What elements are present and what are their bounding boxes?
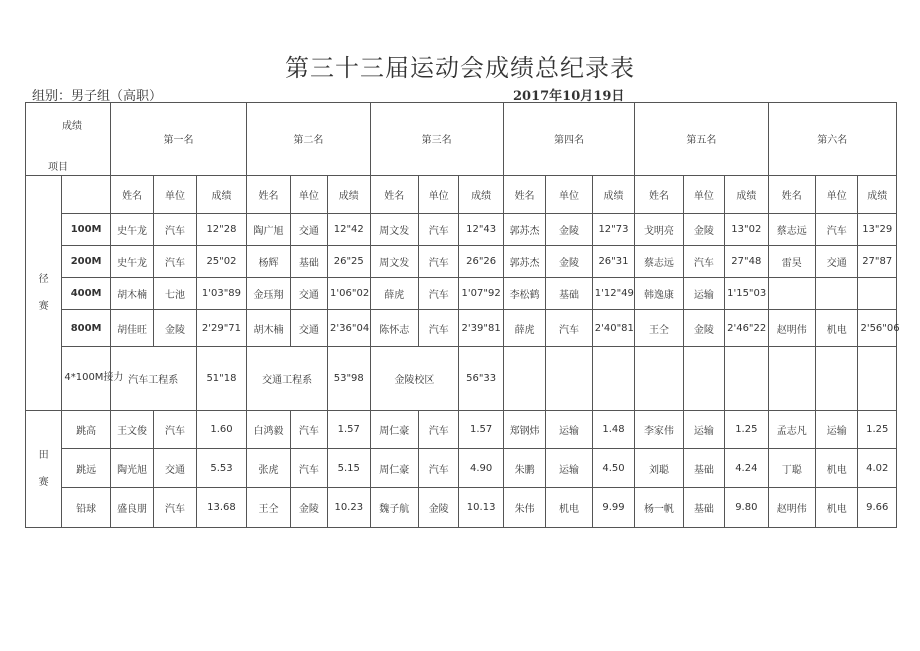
athlete-score: 27"87 bbox=[858, 245, 897, 277]
athlete-unit: 基础 bbox=[683, 487, 724, 527]
athlete-name: 史午龙 bbox=[110, 213, 153, 245]
athlete-score: 2'46"22 bbox=[725, 310, 768, 346]
corner-event-label: 项目 bbox=[48, 161, 68, 173]
athlete-unit: 汽车 bbox=[418, 213, 458, 245]
athlete-name: 孟志凡 bbox=[768, 411, 815, 449]
empty-cell bbox=[768, 346, 815, 410]
athlete-score: 13"02 bbox=[725, 213, 768, 245]
athlete-score: 4.50 bbox=[592, 449, 634, 487]
sub-header-name: 姓名 bbox=[503, 175, 545, 213]
athlete-score: 12"28 bbox=[196, 213, 247, 245]
athlete-score: 2'40"81 bbox=[592, 310, 634, 346]
athlete-score: 1.57 bbox=[328, 411, 370, 449]
athlete-name: 张虎 bbox=[247, 449, 290, 487]
empty-cell bbox=[62, 175, 110, 213]
relay-team: 交通工程系 bbox=[247, 346, 328, 410]
sub-header-name: 姓名 bbox=[635, 175, 683, 213]
sub-header-score: 成绩 bbox=[858, 175, 897, 213]
athlete-unit: 机电 bbox=[816, 310, 858, 346]
athlete-name: 胡木楠 bbox=[247, 310, 290, 346]
table-row bbox=[26, 346, 897, 410]
athlete-unit: 机电 bbox=[546, 487, 592, 527]
athlete-name: 雷昊 bbox=[768, 245, 815, 277]
athlete-unit: 七池 bbox=[154, 278, 196, 310]
athlete-unit: 运输 bbox=[546, 411, 592, 449]
athlete-unit: 交通 bbox=[816, 245, 858, 277]
athlete-name: 周文发 bbox=[370, 245, 418, 277]
athlete-unit: 金陵 bbox=[290, 487, 327, 527]
relay-score: 53"98 bbox=[328, 346, 370, 410]
athlete-name: 周仁豪 bbox=[370, 449, 418, 487]
athlete-unit: 金陵 bbox=[683, 310, 724, 346]
athlete-unit: 交通 bbox=[154, 449, 196, 487]
sub-header-score: 成绩 bbox=[196, 175, 247, 213]
athlete-unit: 汽车 bbox=[418, 449, 458, 487]
athlete-name: 金珏翔 bbox=[247, 278, 290, 310]
athlete-unit: 汽车 bbox=[154, 487, 196, 527]
athlete-unit: 基础 bbox=[683, 449, 724, 487]
relay-team: 汽车工程系 bbox=[110, 346, 196, 410]
athlete-name: 李松鹤 bbox=[503, 278, 545, 310]
athlete-name: 胡佳旺 bbox=[110, 310, 153, 346]
relay-score: 51"18 bbox=[196, 346, 247, 410]
athlete-score: 13.68 bbox=[196, 487, 247, 527]
table-row bbox=[26, 213, 897, 245]
table-row bbox=[26, 411, 897, 449]
table-row bbox=[26, 487, 897, 527]
athlete-score: 2'39"81 bbox=[459, 310, 503, 346]
event-label: 跳高 bbox=[62, 411, 110, 449]
athlete-name: 薛虎 bbox=[503, 310, 545, 346]
athlete-unit: 基础 bbox=[546, 278, 592, 310]
athlete-name: 周文发 bbox=[370, 213, 418, 245]
sub-header-name: 姓名 bbox=[247, 175, 290, 213]
group-label: 组别：男子组（高职） bbox=[32, 89, 163, 104]
sub-header-unit: 单位 bbox=[154, 175, 196, 213]
empty-cell bbox=[858, 346, 897, 410]
athlete-name: 赵明伟 bbox=[768, 310, 815, 346]
athlete-name: 郭苏杰 bbox=[503, 213, 545, 245]
athlete-score: 4.02 bbox=[858, 449, 897, 487]
empty-cell bbox=[725, 346, 768, 410]
athlete-name: 刘聪 bbox=[635, 449, 683, 487]
sub-header-unit: 单位 bbox=[816, 175, 858, 213]
athlete-name: 朱鹏 bbox=[503, 449, 545, 487]
rank-header-3: 第三名 bbox=[370, 103, 503, 176]
rank-header-4: 第四名 bbox=[503, 103, 634, 176]
athlete-score: 1.57 bbox=[459, 411, 503, 449]
category-track-cell: 径 赛 bbox=[26, 175, 62, 411]
athlete-unit: 基础 bbox=[290, 245, 327, 277]
empty-cell bbox=[503, 346, 545, 410]
athlete-score: 1.25 bbox=[725, 411, 768, 449]
athlete-name: 胡木楠 bbox=[110, 278, 153, 310]
athlete-unit: 机电 bbox=[816, 487, 858, 527]
table-row bbox=[26, 278, 897, 310]
athlete-name: 丁聪 bbox=[768, 449, 815, 487]
athlete-name: 薛虎 bbox=[370, 278, 418, 310]
athlete-score: 9.66 bbox=[858, 487, 897, 527]
sub-header-name: 姓名 bbox=[768, 175, 815, 213]
athlete-unit: 汽车 bbox=[154, 411, 196, 449]
athlete-score: 26"25 bbox=[328, 245, 370, 277]
athlete-score: 12"73 bbox=[592, 213, 634, 245]
empty-cell bbox=[635, 346, 683, 410]
athlete-unit: 汽车 bbox=[418, 278, 458, 310]
athlete-name: 戈明亮 bbox=[635, 213, 683, 245]
athlete-unit: 交通 bbox=[290, 310, 327, 346]
category-field-cell: 田 赛 bbox=[26, 411, 62, 528]
athlete-unit: 运输 bbox=[683, 411, 724, 449]
relay-score: 56"33 bbox=[459, 346, 503, 410]
sub-header-name: 姓名 bbox=[110, 175, 153, 213]
athlete-unit: 机电 bbox=[816, 449, 858, 487]
athlete-name: 朱伟 bbox=[503, 487, 545, 527]
athlete-score: 26"31 bbox=[592, 245, 634, 277]
athlete-score: 1'06"02 bbox=[328, 278, 370, 310]
athlete-name: 郭苏杰 bbox=[503, 245, 545, 277]
athlete-score: 1.48 bbox=[592, 411, 634, 449]
athlete-name: 王仝 bbox=[635, 310, 683, 346]
athlete-name: 史午龙 bbox=[110, 245, 153, 277]
athlete-name: 蔡志远 bbox=[635, 245, 683, 277]
rank-header-5: 第五名 bbox=[635, 103, 768, 176]
corner-header-cell bbox=[26, 103, 111, 176]
athlete-name: 韩逸康 bbox=[635, 278, 683, 310]
athlete-name: 白鸿毅 bbox=[247, 411, 290, 449]
athlete-score: 9.99 bbox=[592, 487, 634, 527]
athlete-unit: 运输 bbox=[683, 278, 724, 310]
sub-header-score: 成绩 bbox=[725, 175, 768, 213]
athlete-name: 王仝 bbox=[247, 487, 290, 527]
sub-header-unit: 单位 bbox=[546, 175, 592, 213]
athlete-score: 5.53 bbox=[196, 449, 247, 487]
athlete-unit: 汽车 bbox=[418, 411, 458, 449]
athlete-unit: 金陵 bbox=[683, 213, 724, 245]
page-title: 第三十三届运动会成绩总纪录表 bbox=[285, 54, 635, 82]
athlete-score: 12"43 bbox=[459, 213, 503, 245]
sub-header-score: 成绩 bbox=[592, 175, 634, 213]
table-row bbox=[26, 310, 897, 346]
athlete-score: 2'36"04 bbox=[328, 310, 370, 346]
athlete-unit: 汽车 bbox=[816, 213, 858, 245]
athlete-score: 10.23 bbox=[328, 487, 370, 527]
athlete-name: 陶光旭 bbox=[110, 449, 153, 487]
corner-score-label: 成绩 bbox=[62, 121, 82, 132]
athlete-unit: 运输 bbox=[816, 411, 858, 449]
athlete-score: 1'15"03 bbox=[725, 278, 768, 310]
athlete-name: 杨辉 bbox=[247, 245, 290, 277]
rank-header-1: 第一名 bbox=[110, 103, 246, 176]
empty-cell bbox=[546, 346, 592, 410]
athlete-unit bbox=[816, 278, 858, 310]
athlete-name: 蔡志远 bbox=[768, 213, 815, 245]
date-label: 2017年10月19日 bbox=[513, 89, 625, 104]
event-label: 200M bbox=[62, 245, 110, 277]
athlete-unit: 汽车 bbox=[154, 245, 196, 277]
athlete-unit: 汽车 bbox=[154, 213, 196, 245]
event-label: 跳远 bbox=[62, 449, 110, 487]
athlete-name: 盛良朋 bbox=[110, 487, 153, 527]
event-label: 800M bbox=[62, 310, 110, 346]
athlete-name: 郑钢炜 bbox=[503, 411, 545, 449]
event-label: 400M bbox=[62, 278, 110, 310]
athlete-unit: 汽车 bbox=[546, 310, 592, 346]
athlete-score: 2'29"71 bbox=[196, 310, 247, 346]
athlete-score: 9.80 bbox=[725, 487, 768, 527]
relay-team: 金陵校区 bbox=[370, 346, 459, 410]
athlete-unit: 运输 bbox=[546, 449, 592, 487]
athlete-unit: 汽车 bbox=[290, 449, 327, 487]
athlete-score: 1.25 bbox=[858, 411, 897, 449]
athlete-score: 1.60 bbox=[196, 411, 247, 449]
rank-header-6: 第六名 bbox=[768, 103, 896, 176]
relay-event-label: 4*100M接力 bbox=[62, 346, 110, 410]
athlete-name: 杨一帆 bbox=[635, 487, 683, 527]
athlete-unit: 金陵 bbox=[546, 245, 592, 277]
athlete-unit: 汽车 bbox=[418, 245, 458, 277]
athlete-name: 赵明伟 bbox=[768, 487, 815, 527]
athlete-score bbox=[858, 278, 897, 310]
athlete-score: 25"02 bbox=[196, 245, 247, 277]
athlete-unit: 汽车 bbox=[683, 245, 724, 277]
athlete-unit: 金陵 bbox=[546, 213, 592, 245]
empty-cell bbox=[683, 346, 724, 410]
athlete-name bbox=[768, 278, 815, 310]
athlete-name: 陶广旭 bbox=[247, 213, 290, 245]
sub-header-unit: 单位 bbox=[418, 175, 458, 213]
rank-header-2: 第二名 bbox=[247, 103, 370, 176]
athlete-name: 周仁豪 bbox=[370, 411, 418, 449]
athlete-score: 2'56"06 bbox=[858, 310, 897, 346]
athlete-name: 李家伟 bbox=[635, 411, 683, 449]
athlete-unit: 金陵 bbox=[154, 310, 196, 346]
athlete-score: 1'03"89 bbox=[196, 278, 247, 310]
athlete-unit: 交通 bbox=[290, 213, 327, 245]
sub-header-name: 姓名 bbox=[370, 175, 418, 213]
athlete-score: 12"42 bbox=[328, 213, 370, 245]
athlete-score: 10.13 bbox=[459, 487, 503, 527]
sub-header-unit: 单位 bbox=[683, 175, 724, 213]
athlete-unit: 金陵 bbox=[418, 487, 458, 527]
athlete-name: 王文俊 bbox=[110, 411, 153, 449]
athlete-score: 4.24 bbox=[725, 449, 768, 487]
results-table bbox=[25, 102, 900, 528]
athlete-unit: 交通 bbox=[290, 278, 327, 310]
empty-cell bbox=[592, 346, 634, 410]
table-row bbox=[26, 245, 897, 277]
athlete-unit: 汽车 bbox=[290, 411, 327, 449]
athlete-score: 13"29 bbox=[858, 213, 897, 245]
athlete-score: 1'07"92 bbox=[459, 278, 503, 310]
athlete-score: 27"48 bbox=[725, 245, 768, 277]
athlete-unit: 汽车 bbox=[418, 310, 458, 346]
event-label: 铅球 bbox=[62, 487, 110, 527]
empty-cell bbox=[816, 346, 858, 410]
athlete-name: 魏子航 bbox=[370, 487, 418, 527]
sub-header-score: 成绩 bbox=[328, 175, 370, 213]
sub-header-unit: 单位 bbox=[290, 175, 327, 213]
athlete-score: 26"26 bbox=[459, 245, 503, 277]
athlete-score: 1'12"49 bbox=[592, 278, 634, 310]
athlete-name: 陈怀志 bbox=[370, 310, 418, 346]
sub-header-score: 成绩 bbox=[459, 175, 503, 213]
athlete-score: 5.15 bbox=[328, 449, 370, 487]
table-row bbox=[26, 449, 897, 487]
athlete-score: 4.90 bbox=[459, 449, 503, 487]
event-label: 100M bbox=[62, 213, 110, 245]
